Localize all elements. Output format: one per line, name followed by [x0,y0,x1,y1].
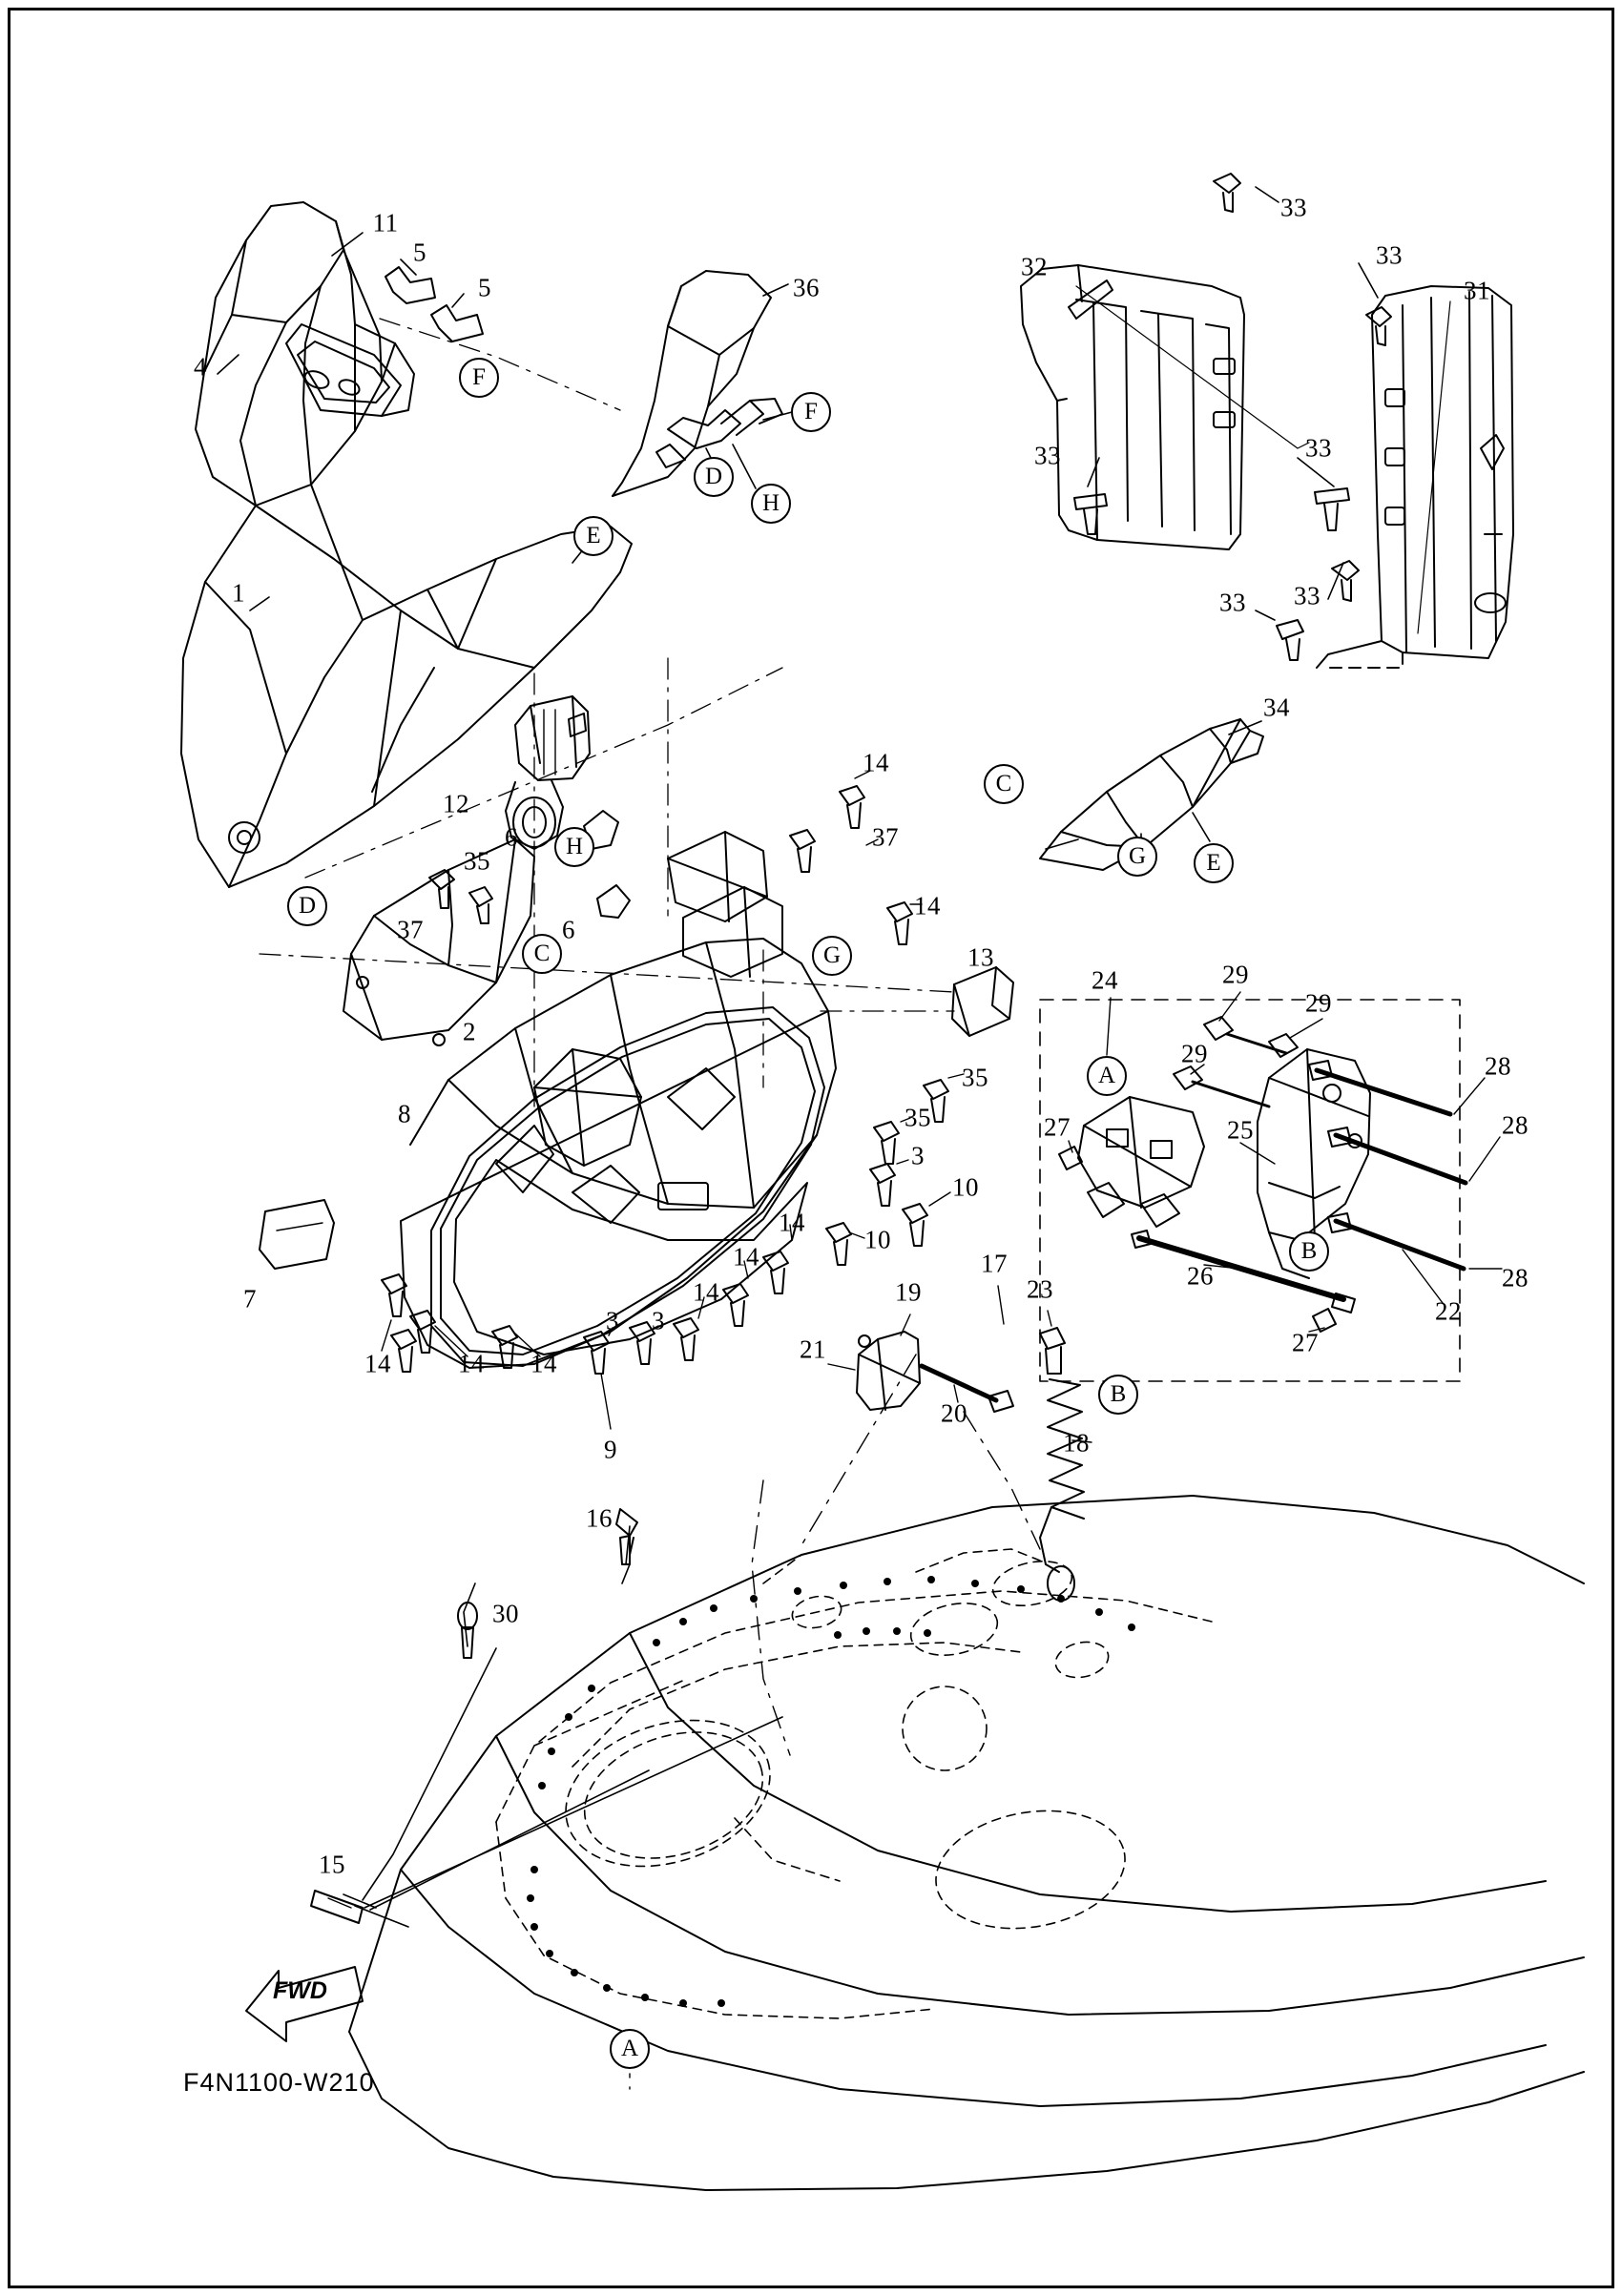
callout-27a: 27 [1044,1112,1071,1142]
callout-21: 21 [800,1334,826,1364]
fwd-label: FWD [273,1977,327,2004]
hull-section-lines [630,1355,1040,2089]
section-ref-b-1: B [1289,1231,1329,1272]
callout-14b: 14 [914,891,941,920]
section-ref-g-1: G [812,936,852,976]
part-hood-cover [196,202,483,506]
callout-35b: 35 [962,1063,988,1092]
callout-22: 22 [1435,1296,1462,1326]
callout-29b: 29 [1305,988,1332,1018]
callout-32: 32 [1021,252,1048,281]
section-ref-c-1: C [522,934,562,974]
part-hull-view [349,1496,1584,2190]
callout-11: 11 [372,208,399,238]
section-ref-e-2: E [1194,843,1234,883]
callout-14g: 14 [458,1349,485,1378]
callout-5b: 5 [478,273,491,302]
hull-hidden-lines [496,1549,1212,2018]
section-ref-f-2: F [791,392,831,432]
callout-35c: 35 [905,1103,931,1132]
callout-12: 12 [443,789,469,818]
callout-14c: 14 [779,1208,805,1237]
callout-27b: 27 [1292,1328,1319,1357]
part-hinge-assembly [1040,992,1502,1381]
callout-37b: 37 [872,822,899,852]
callout-16: 16 [586,1503,613,1533]
callout-28c: 28 [1502,1263,1528,1293]
section-ref-c-2: C [984,764,1024,804]
part-hatch-assembly [260,696,1013,1368]
callout-33a: 33 [1280,193,1307,222]
callout-15: 15 [319,1850,345,1879]
callout-19: 19 [895,1277,922,1307]
callout-18: 18 [1063,1428,1090,1458]
callout-1: 1 [232,578,245,608]
callout-25: 25 [1227,1115,1254,1145]
callout-3c: 3 [606,1306,619,1335]
section-ref-d-2: D [287,886,327,926]
section-ref-a-2: A [610,2029,650,2069]
callout-28b: 28 [1502,1110,1528,1140]
callout-8: 8 [398,1099,411,1128]
callout-14a: 14 [863,748,889,777]
callout-14h: 14 [364,1349,391,1378]
callout-5a: 5 [413,238,426,267]
section-ref-d-1: D [694,457,734,497]
callout-33c: 33 [1034,441,1061,470]
section-ref-f-1: F [459,358,499,398]
callout-33e: 33 [1219,588,1246,617]
callout-33d: 33 [1305,433,1332,463]
section-ref-h-1: H [751,484,791,524]
callout-6b: 6 [562,915,575,944]
callout-3b: 3 [652,1306,665,1335]
callout-26: 26 [1187,1261,1214,1291]
callout-20: 20 [941,1398,967,1428]
callout-6a: 6 [505,822,518,852]
callout-35a: 35 [464,846,490,876]
callout-34: 34 [1263,693,1290,722]
part-strut-spring [828,1286,1092,1601]
callout-10a: 10 [952,1172,979,1202]
section-ref-a-1: A [1087,1056,1127,1096]
callout-24: 24 [1092,965,1118,995]
callout-14f: 14 [530,1349,557,1378]
callout-14e: 14 [693,1277,719,1307]
section-ref-h-2: H [554,827,594,867]
diagram-code: F4N1100-W210 [183,2068,375,2097]
callout-30: 30 [492,1599,519,1628]
callout-7: 7 [243,1284,257,1313]
callout-14d: 14 [733,1242,759,1272]
section-ref-e-1: E [573,516,613,556]
callout-37a: 37 [397,915,424,944]
callout-31: 31 [1464,276,1490,305]
callout-9: 9 [604,1435,617,1464]
callout-29c: 29 [1181,1039,1208,1068]
callout-23: 23 [1027,1274,1053,1304]
part-main-hood [181,485,632,887]
callout-2: 2 [463,1017,476,1046]
callout-13: 13 [967,942,994,972]
section-ref-b-2: B [1098,1375,1138,1415]
callout-29a: 29 [1222,960,1249,989]
callout-33b: 33 [1376,240,1403,270]
bottom-leaders [311,1509,782,1927]
callout-4: 4 [194,352,207,382]
section-ref-g-2: G [1117,837,1157,877]
callout-28a: 28 [1485,1051,1511,1081]
callout-10b: 10 [864,1225,891,1254]
callout-17: 17 [981,1249,1008,1278]
part-32-panel [1021,265,1244,549]
callout-3a: 3 [911,1141,925,1170]
part-31-panel [1317,286,1513,668]
callout-33f: 33 [1294,581,1320,610]
fwd-direction-marker [246,1960,361,2027]
callout-36: 36 [793,273,820,302]
